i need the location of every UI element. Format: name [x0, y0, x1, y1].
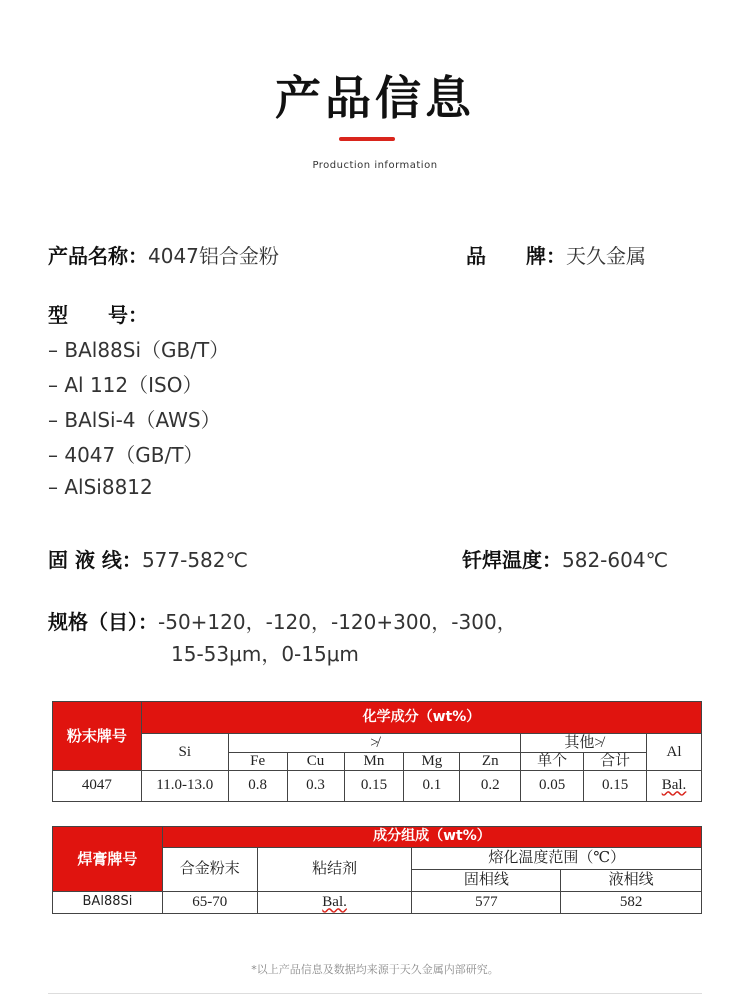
footer-note: *以上产品信息及数据均来源于天久金属内部研究。: [251, 963, 499, 976]
cell-si: 11.0-13.0: [141, 770, 228, 801]
mn-header: Mn: [344, 753, 404, 771]
spec-value-line1: -50+120，-120，-120+300，-300，: [158, 610, 517, 634]
cell-binder-value: Bal.: [322, 894, 347, 911]
model-item: – AlSi8812: [48, 475, 153, 499]
impurity-header: ≯: [228, 734, 521, 753]
chemical-composition-table: [52, 701, 702, 802]
solidus-header: 固相线: [412, 870, 561, 892]
spec-row: [48, 606, 517, 635]
bottom-divider: [48, 993, 702, 994]
cell-mg: 0.1: [404, 770, 460, 801]
product-name-value: 4047铝合金粉: [148, 244, 279, 268]
single-header: 单个: [521, 753, 584, 771]
product-name-row: [48, 240, 279, 269]
cell-binder: [257, 892, 412, 914]
cell-liquidus: 582: [561, 892, 702, 914]
cell-zn: 0.2: [460, 770, 521, 801]
brand-row: [466, 240, 646, 269]
cell-fe: 0.8: [228, 770, 287, 801]
brazing-value: 582-604℃: [562, 548, 669, 572]
product-name-label: 产品名称：: [48, 244, 148, 268]
brazing-row: [462, 544, 668, 573]
cell-al-value: Bal.: [661, 777, 687, 794]
cell-solidus: 577: [412, 892, 561, 914]
other-header: 其他≯: [521, 734, 647, 753]
liquidus-label: 固 液 线：: [48, 548, 142, 572]
cell-cu: 0.3: [287, 770, 344, 801]
cell-mn: 0.15: [344, 770, 404, 801]
brand-value: 天久金属: [566, 244, 646, 268]
al-header: Al: [647, 734, 702, 771]
mg-header: Mg: [404, 753, 460, 771]
cu-header: Cu: [287, 753, 344, 771]
spec-label: 规格（目）：: [48, 610, 158, 634]
paste-composition-header: 成分组成（wt%）: [162, 827, 701, 848]
cell-paste-grade: BAl88Si: [53, 892, 163, 914]
table-row: [53, 892, 702, 914]
model-item: – BAl88Si（GB/T）: [48, 338, 230, 362]
liquidus-value: 577-582℃: [141, 548, 248, 572]
si-header: Si: [141, 734, 228, 771]
binder-header: 粘结剂: [257, 848, 412, 892]
cell-powder: 65-70: [162, 892, 257, 914]
table-row: [53, 770, 702, 801]
paste-grade-header: 焊膏牌号: [53, 827, 163, 892]
page-subtitle: Production information: [312, 160, 438, 171]
brand-label: 品 牌：: [466, 244, 566, 268]
powder-grade-header: 粉末牌号: [53, 702, 142, 771]
model-label: 型 号：: [48, 303, 148, 327]
cell-al: [647, 770, 702, 801]
page-title: 产品信息: [275, 71, 475, 125]
spec-value-line2: 15-53μm，0-15μm: [171, 642, 359, 666]
model-label-row: [48, 299, 148, 328]
total-header: 合计: [584, 753, 647, 771]
model-item: – BAlSi-4（AWS）: [48, 408, 221, 432]
cell-total: 0.15: [584, 770, 647, 801]
model-item: – Al 112（ISO）: [48, 373, 203, 397]
liquidus-header: 液相线: [561, 870, 702, 892]
composition-header: 化学成分（wt%）: [141, 702, 701, 734]
zn-header: Zn: [460, 753, 521, 771]
melt-range-header: 熔化温度范围（℃）: [412, 848, 702, 870]
brazing-label: 钎焊温度：: [462, 548, 562, 572]
title-underline: [339, 137, 395, 141]
cell-single: 0.05: [521, 770, 584, 801]
model-item: – 4047（GB/T）: [48, 443, 204, 467]
powder-header: 合金粉末: [162, 848, 257, 892]
liquidus-row: [48, 544, 248, 573]
cell-grade: 4047: [53, 770, 142, 801]
fe-header: Fe: [228, 753, 287, 771]
paste-composition-table: [52, 826, 702, 914]
